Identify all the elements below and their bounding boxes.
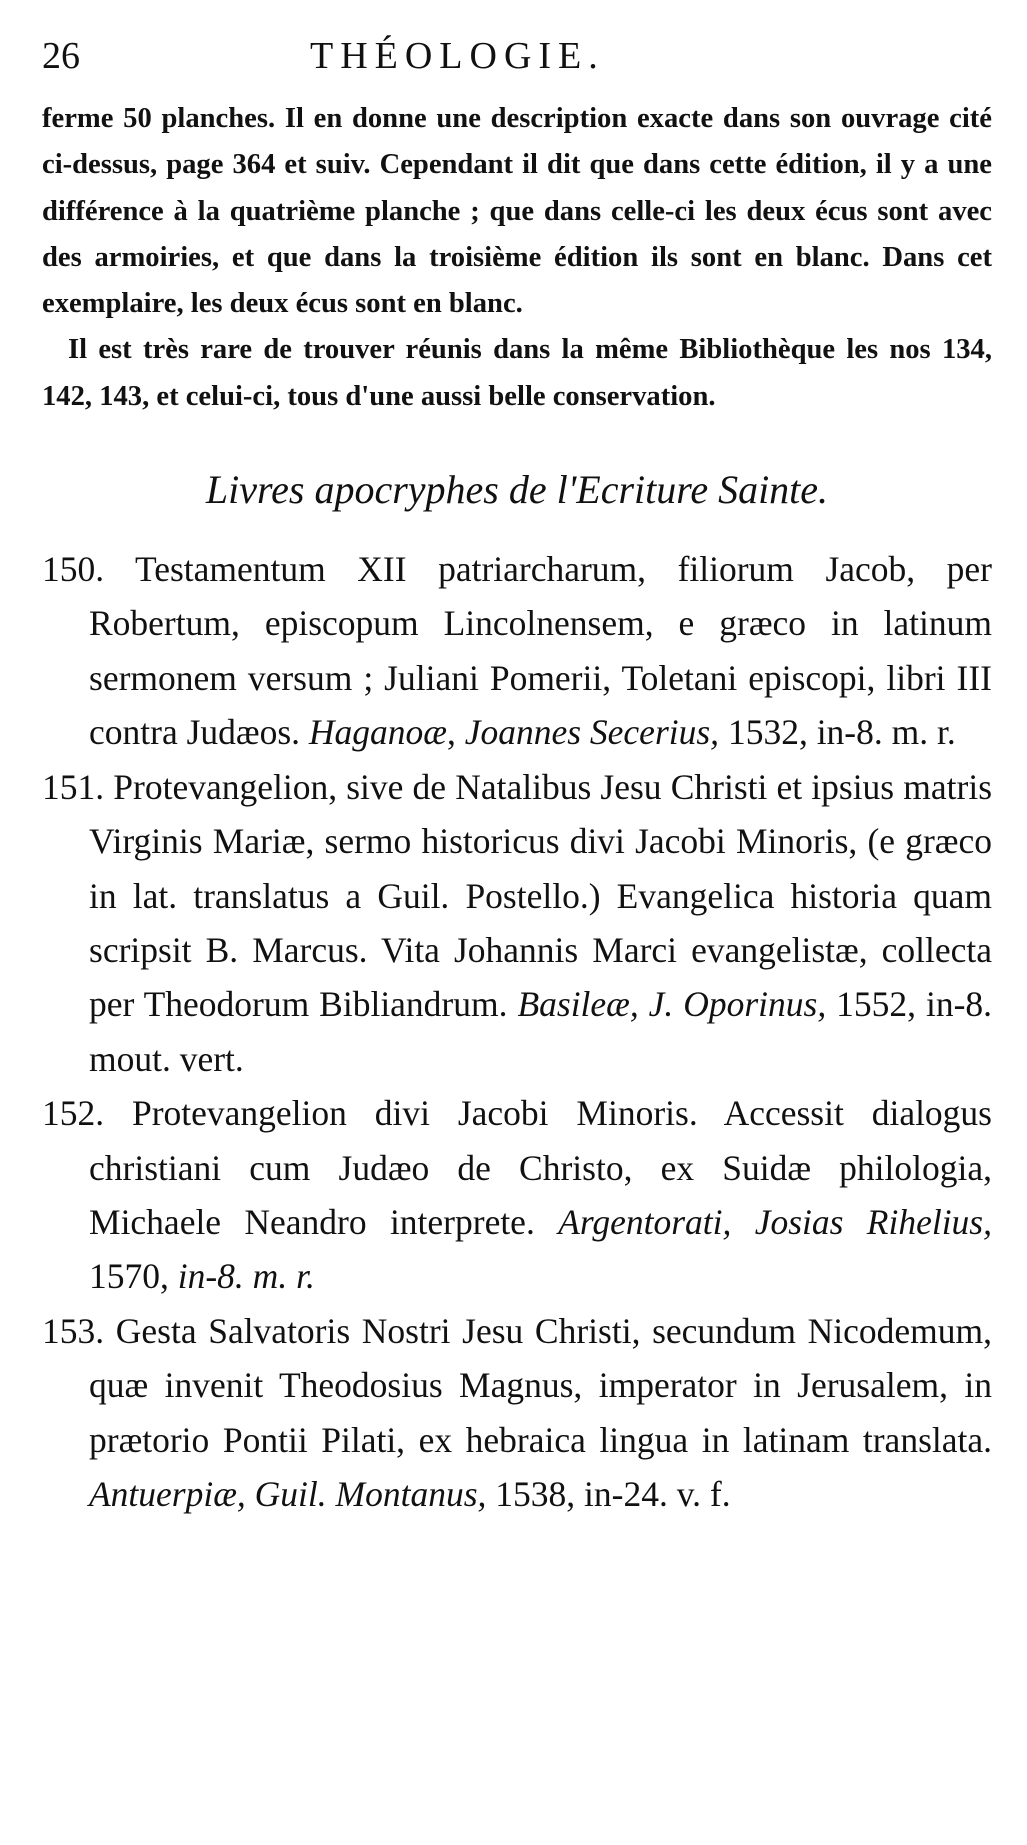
entry-title: Protevangelion, sive de Natalibus Jesu Christi et ipsius matris Virginis Mariæ, sermo historicus divi Jacobi Minoris, (e græco in lat. translatus a Guil. Postello.) Evangelica historia quam scripsit B. Marcus. Vita Johannis Marci evangelistæ, collecta per Theodorum Bibliandrum. — [89, 766, 993, 1025]
entry-number: 150. — [42, 549, 105, 590]
catalogue-entry — [42, 1304, 992, 1522]
imprint-details: 1532, in-8. m. r. — [727, 712, 956, 753]
entry-number: 153. — [42, 1310, 105, 1351]
imprint-place: Antuerpiæ, — [89, 1473, 246, 1514]
entry-title: Testamentum XII patriarcharum, filiorum Jacob, per Robertum, episcopum Lincolnensem, e græco in latinum sermonem versum ; Juliani Pomerii, Toletani episcopi, libri III contra Judæos. — [89, 549, 993, 753]
imprint-place: Basileæ, — [517, 984, 639, 1025]
catalogue-entries — [42, 542, 992, 1521]
section-title: Livres apocryphes de l'Ecriture Sainte. — [205, 467, 829, 513]
imprint-printer: Joannes Secerius, — [464, 712, 720, 753]
entry-title: Protevangelion divi Jacobi Minoris. Accessit dialogus christiani cum Judæo de Christo, ex Suidæ philologia, Michaele Neandro interprete. — [89, 1093, 993, 1242]
note-paragraph: Il est très rare de trouver réunis dans la même Bibliothèque les nos 134, 142, 143, et celui-ci, tous d'une aussi belle conservation. — [42, 334, 992, 412]
imprint-details: in-8. m. r. — [177, 1256, 315, 1297]
page-header — [42, 34, 992, 96]
entry-title: Gesta Salvatoris Nostri Jesu Christi, secundum Nicodemum, quæ invenit Theodosius Magnus, imperator in Jerusalem, in prætorio Pontii Pilati, ex hebraica lingua in latinam translata. — [89, 1310, 992, 1460]
imprint-printer: Guil. Montanus, — [254, 1473, 487, 1514]
catalogue-entry: 150. Testamentum XII patriarcharum, filiorum Jacob, per Robertum, episcopum Lincolnensem, e græco in latinum sermonem versum ; Juliani Pomerii, Toletani episcopi, libri III contra Judæos. Haganoæ, Joannes Secerius, 1532, in-8. m. r. — [42, 549, 993, 753]
imprint-details: 1538, in-24. v. f. — [495, 1473, 731, 1514]
imprint-date: 1570, — [89, 1256, 169, 1297]
imprint-printer: Josias Rihelius, — [754, 1201, 992, 1242]
book-page — [42, 34, 992, 1521]
imprint-printer: J. Oporinus, — [648, 984, 827, 1025]
note-paragraph: ferme 50 planches. Il en donne une description exacte dans son ouvrage cité ci-dessus, page 364 et suiv. Cependant il dit que dans cette édition, il y a une différence à la quatrième planche ; que dans celle-ci les deux écus sont avec des armoiries, et que dans la troisième édition ils sont en blanc. Dans cet exemplaire, les deux écus sont en blanc. — [42, 103, 992, 320]
entry-number: 152. — [42, 1093, 105, 1134]
catalogue-entry — [42, 760, 992, 1086]
imprint-details: 1552, in-8. mout. vert. — [89, 984, 993, 1079]
catalogue-entry — [42, 1086, 992, 1304]
entry-number: 151. — [42, 766, 105, 807]
note-block — [42, 96, 992, 420]
imprint-place: Argentorati, — [558, 1201, 732, 1242]
imprint-place: Haganoæ — [308, 712, 447, 753]
page-number: 26 — [42, 35, 80, 77]
running-title: THÉOLOGIE. — [310, 35, 605, 77]
